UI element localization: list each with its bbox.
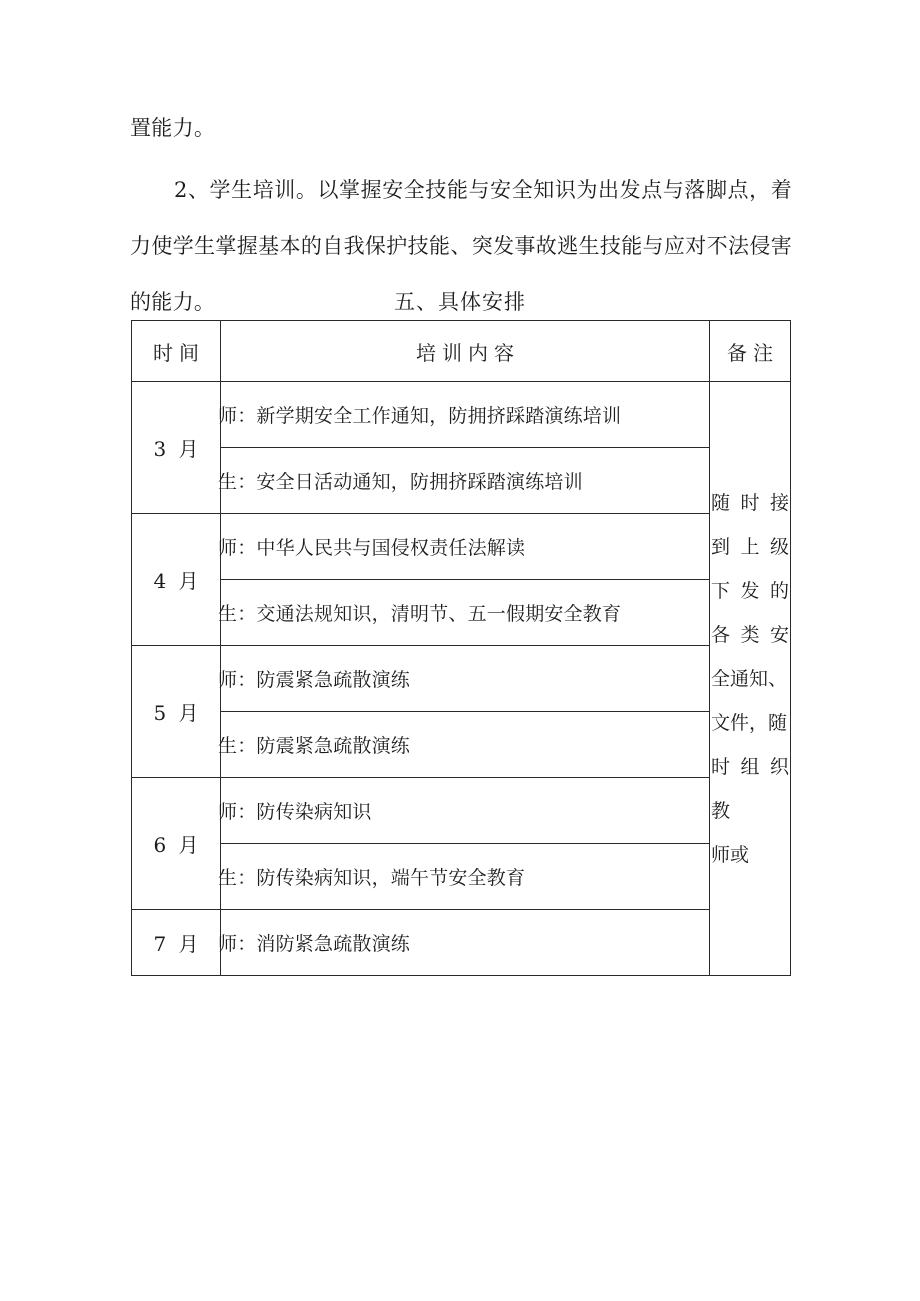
remark-line: 时组织: [711, 755, 789, 778]
paragraph-student-training: 2、学生培训。以掌握安全技能与安全知识为出发点与落脚点，着力使学生掌握基本的自我保护技能、突发事故逃生技能与应对不法侵害的能力。: [130, 178, 792, 314]
table-row: [132, 580, 791, 646]
table-row: [132, 844, 791, 910]
column-header-content: 培训内容: [221, 321, 710, 382]
month-cell-may: 5 月: [132, 646, 221, 778]
column-header-remark: 备注: [710, 321, 791, 382]
table-header-row: [132, 321, 791, 382]
remark-line: 下发的: [711, 579, 789, 602]
table-row: [132, 448, 791, 514]
paragraph-continuation: 置能力。: [130, 116, 216, 140]
schedule-table-wrapper: [131, 320, 790, 976]
training-item-text: 生：防传染病知识，端午节安全教育: [218, 867, 526, 889]
remark-text-block: [710, 481, 790, 877]
training-item-text: 师：中华人民共与国侵权责任法解读: [218, 537, 526, 559]
training-item-text: 师：防震紧急疏散演练: [218, 669, 411, 691]
training-item-text: 师：防传染病知识: [218, 801, 372, 823]
remark-line: 各类安: [711, 623, 789, 646]
month-cell-june: 6 月: [132, 778, 221, 910]
training-item-teacher: [218, 778, 710, 844]
training-item-text: 生：交通法规知识，清明节、五一假期安全教育: [218, 603, 622, 625]
training-item-text: 师：新学期安全工作通知，防拥挤踩踏演练培训: [218, 405, 622, 427]
training-item-text: 师：消防紧急疏散演练: [218, 933, 411, 955]
table-row: [132, 910, 791, 976]
remark-line: 师或: [711, 843, 750, 866]
table-row: [132, 646, 791, 712]
table-row: [132, 712, 791, 778]
remark-line: 全通知、: [711, 667, 788, 690]
training-item-student: [218, 580, 710, 646]
month-cell-march: 3 月: [132, 382, 221, 514]
remark-line: 随时接: [711, 491, 789, 514]
remark-line: 到上级: [711, 535, 789, 558]
training-item-student: [218, 844, 710, 910]
training-schedule-table: [131, 320, 791, 976]
training-item-teacher: [218, 910, 710, 976]
training-item-text: 生：防震紧急疏散演练: [218, 735, 411, 757]
remark-cell: [710, 382, 791, 976]
table-row: [132, 514, 791, 580]
section-heading-arrangements: 五、具体安排: [394, 290, 526, 314]
remark-line: 教: [711, 799, 731, 822]
month-cell-july: 7 月: [132, 910, 221, 976]
month-cell-april: 4 月: [132, 514, 221, 646]
table-row: [132, 778, 791, 844]
column-header-time: 时间: [132, 321, 221, 382]
training-item-text: 生：安全日活动通知，防拥挤踩踏演练培训: [218, 471, 583, 493]
remark-line: 文件，随: [711, 711, 788, 734]
training-item-teacher: [218, 646, 710, 712]
training-item-teacher: [218, 382, 710, 448]
table-row: [132, 382, 791, 448]
training-item-teacher: [218, 514, 710, 580]
training-item-student: [218, 448, 710, 514]
training-item-student: [218, 712, 710, 778]
